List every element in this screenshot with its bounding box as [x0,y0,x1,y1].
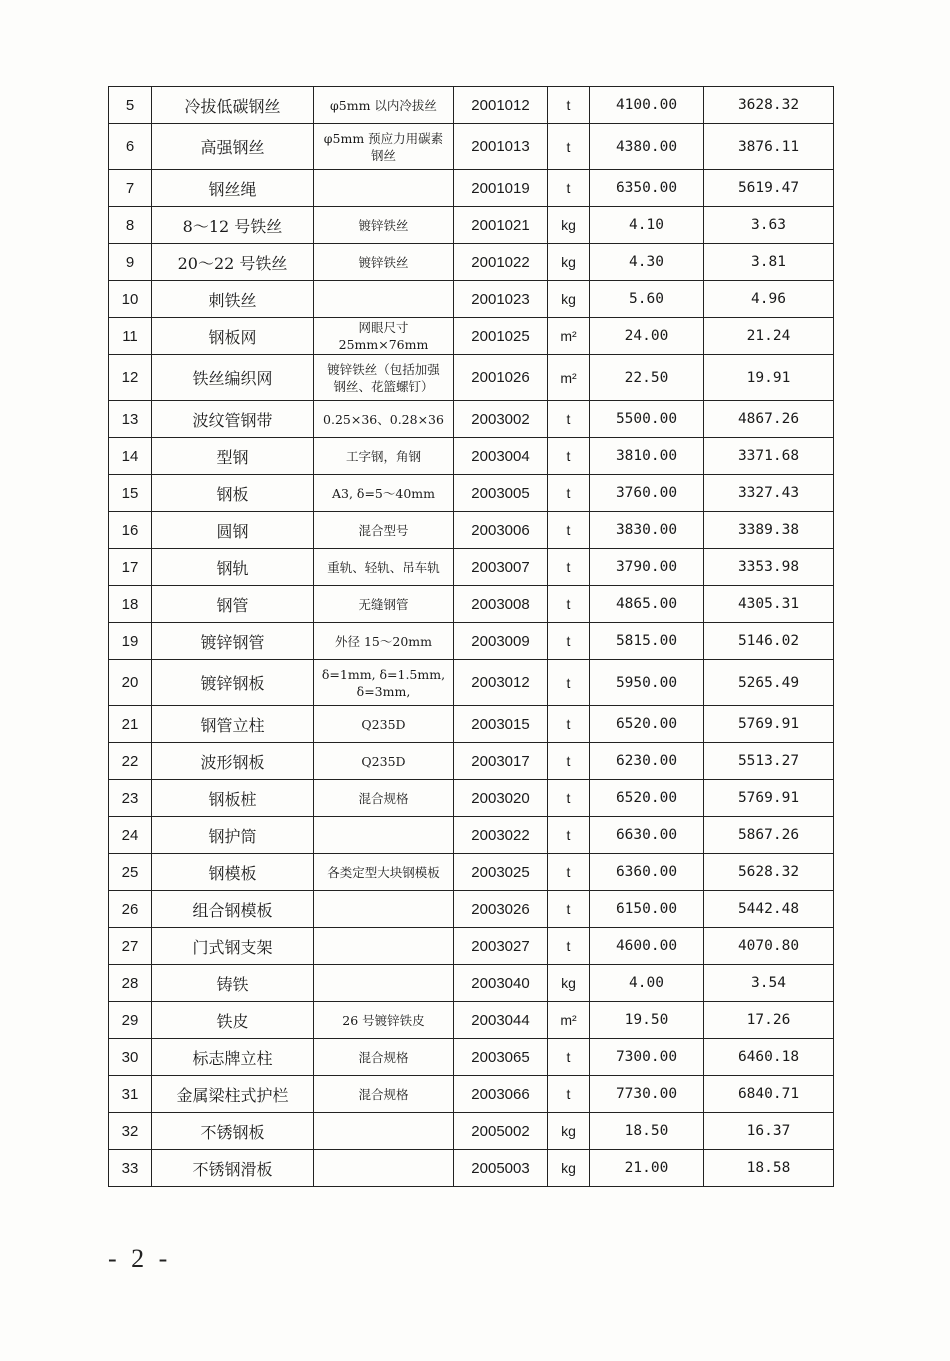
cell-price-tax-included: 6150.00 [590,891,704,928]
cell-unit: t [548,780,590,817]
cell-number: 12 [109,355,152,401]
cell-material-name: 8～12 号铁丝 [152,207,314,244]
table-row [109,586,834,623]
cell-number: 17 [109,549,152,586]
cell-number: 10 [109,281,152,318]
cell-unit: m² [548,355,590,401]
table-row [109,928,834,965]
cell-price-tax-included: 4.10 [590,207,704,244]
cell-specification [314,1113,454,1150]
cell-price-tax-excluded: 5769.91 [704,780,834,817]
cell-code: 2003009 [454,623,548,660]
cell-price-tax-included: 6350.00 [590,170,704,207]
cell-specification: 无缝钢管 [314,586,454,623]
cell-price-tax-included: 24.00 [590,318,704,355]
cell-number: 19 [109,623,152,660]
cell-number: 13 [109,401,152,438]
table-row [109,1113,834,1150]
table-row [109,660,834,706]
cell-code: 2003002 [454,401,548,438]
table-row [109,355,834,401]
cell-code: 2001025 [454,318,548,355]
cell-number: 26 [109,891,152,928]
cell-number: 30 [109,1039,152,1076]
table-row [109,780,834,817]
cell-code: 2003044 [454,1002,548,1039]
cell-price-tax-excluded: 21.24 [704,318,834,355]
cell-price-tax-excluded: 6840.71 [704,1076,834,1113]
cell-unit: t [548,660,590,706]
cell-specification: 混合规格 [314,1076,454,1113]
cell-specification: 混合规格 [314,1039,454,1076]
cell-price-tax-included: 4600.00 [590,928,704,965]
cell-price-tax-excluded: 3.63 [704,207,834,244]
cell-unit: t [548,928,590,965]
cell-price-tax-included: 5500.00 [590,401,704,438]
cell-material-name: 20～22 号铁丝 [152,244,314,281]
cell-code: 2003040 [454,965,548,1002]
cell-unit: t [548,170,590,207]
table-row [109,401,834,438]
cell-specification: 网眼尺寸 25mm×76mm [314,318,454,355]
cell-specification: δ=1mm, δ=1.5mm, δ=3mm, [314,660,454,706]
cell-specification: 混合型号 [314,512,454,549]
cell-price-tax-included: 7300.00 [590,1039,704,1076]
cell-price-tax-excluded: 3389.38 [704,512,834,549]
cell-number: 29 [109,1002,152,1039]
cell-unit: kg [548,965,590,1002]
cell-unit: t [548,586,590,623]
cell-price-tax-included: 18.50 [590,1113,704,1150]
cell-number: 20 [109,660,152,706]
cell-price-tax-excluded: 3.81 [704,244,834,281]
cell-code: 2001013 [454,124,548,170]
cell-specification: 混合规格 [314,780,454,817]
cell-price-tax-included: 3830.00 [590,512,704,549]
cell-material-name: 镀锌钢板 [152,660,314,706]
cell-price-tax-excluded: 4305.31 [704,586,834,623]
cell-material-name: 金属梁柱式护栏 [152,1076,314,1113]
cell-specification [314,817,454,854]
cell-price-tax-included: 4.30 [590,244,704,281]
cell-number: 23 [109,780,152,817]
cell-price-tax-included: 5950.00 [590,660,704,706]
table-row [109,1039,834,1076]
cell-material-name: 型钢 [152,438,314,475]
cell-material-name: 钢板桩 [152,780,314,817]
cell-price-tax-excluded: 4070.80 [704,928,834,965]
cell-material-name: 钢板网 [152,318,314,355]
cell-number: 16 [109,512,152,549]
cell-code: 2003025 [454,854,548,891]
table-row [109,244,834,281]
cell-price-tax-included: 6520.00 [590,780,704,817]
cell-price-tax-excluded: 5513.27 [704,743,834,780]
cell-specification [314,170,454,207]
cell-price-tax-excluded: 5146.02 [704,623,834,660]
cell-unit: t [548,817,590,854]
cell-number: 5 [109,87,152,124]
cell-code: 2003004 [454,438,548,475]
cell-specification: A3, δ=5～40mm [314,475,454,512]
cell-material-name: 冷拔低碳钢丝 [152,87,314,124]
cell-price-tax-included: 4100.00 [590,87,704,124]
cell-price-tax-included: 22.50 [590,355,704,401]
cell-material-name: 钢板 [152,475,314,512]
table-row [109,1076,834,1113]
table-row [109,318,834,355]
cell-unit: kg [548,207,590,244]
cell-material-name: 高强钢丝 [152,124,314,170]
cell-unit: t [548,623,590,660]
cell-specification [314,1150,454,1187]
cell-price-tax-included: 6630.00 [590,817,704,854]
cell-price-tax-excluded: 5442.48 [704,891,834,928]
cell-price-tax-included: 4865.00 [590,586,704,623]
cell-material-name: 铸铁 [152,965,314,1002]
cell-code: 2003005 [454,475,548,512]
table-row [109,891,834,928]
cell-code: 2001021 [454,207,548,244]
cell-price-tax-excluded: 3353.98 [704,549,834,586]
cell-material-name: 组合钢模板 [152,891,314,928]
cell-number: 18 [109,586,152,623]
table-row [109,281,834,318]
cell-number: 24 [109,817,152,854]
cell-price-tax-included: 6360.00 [590,854,704,891]
cell-unit: m² [548,1002,590,1039]
cell-specification [314,281,454,318]
cell-price-tax-excluded: 3876.11 [704,124,834,170]
cell-price-tax-excluded: 5867.26 [704,817,834,854]
cell-price-tax-excluded: 18.58 [704,1150,834,1187]
cell-unit: t [548,438,590,475]
table-row [109,549,834,586]
table-row [109,623,834,660]
cell-specification [314,965,454,1002]
cell-number: 7 [109,170,152,207]
cell-price-tax-included: 6230.00 [590,743,704,780]
cell-price-tax-excluded: 3628.32 [704,87,834,124]
table-row [109,87,834,124]
cell-price-tax-excluded: 4.96 [704,281,834,318]
cell-price-tax-included: 6520.00 [590,706,704,743]
cell-number: 14 [109,438,152,475]
cell-unit: t [548,512,590,549]
cell-unit: kg [548,1150,590,1187]
cell-code: 2001026 [454,355,548,401]
cell-specification: φ5mm 预应力用碳素 钢丝 [314,124,454,170]
cell-specification: Q235D [314,743,454,780]
cell-price-tax-included: 3810.00 [590,438,704,475]
table-row [109,854,834,891]
table-row [109,965,834,1002]
cell-material-name: 钢护筒 [152,817,314,854]
table-row [109,170,834,207]
material-price-table [108,86,834,1187]
cell-number: 21 [109,706,152,743]
cell-unit: m² [548,318,590,355]
cell-price-tax-excluded: 5769.91 [704,706,834,743]
cell-unit: t [548,549,590,586]
cell-specification: 外径 15～20mm [314,623,454,660]
cell-price-tax-excluded: 16.37 [704,1113,834,1150]
cell-code: 2003026 [454,891,548,928]
cell-price-tax-included: 5.60 [590,281,704,318]
cell-material-name: 钢丝绳 [152,170,314,207]
table-row [109,512,834,549]
cell-code: 2001023 [454,281,548,318]
cell-specification: 镀锌铁丝 [314,244,454,281]
cell-specification [314,891,454,928]
table-row [109,817,834,854]
cell-code: 2001022 [454,244,548,281]
table-row [109,438,834,475]
cell-price-tax-included: 4380.00 [590,124,704,170]
cell-unit: kg [548,244,590,281]
cell-material-name: 刺铁丝 [152,281,314,318]
cell-price-tax-excluded: 4867.26 [704,401,834,438]
table-row [109,475,834,512]
cell-code: 2003020 [454,780,548,817]
cell-number: 22 [109,743,152,780]
cell-unit: t [548,891,590,928]
cell-material-name: 钢管立柱 [152,706,314,743]
cell-price-tax-excluded: 3.54 [704,965,834,1002]
cell-specification: 0.25×36、0.28×36 [314,401,454,438]
cell-price-tax-included: 3790.00 [590,549,704,586]
cell-unit: t [548,401,590,438]
cell-material-name: 钢轨 [152,549,314,586]
cell-price-tax-included: 7730.00 [590,1076,704,1113]
cell-number: 9 [109,244,152,281]
cell-number: 28 [109,965,152,1002]
cell-price-tax-excluded: 5265.49 [704,660,834,706]
cell-specification: 26 号镀锌铁皮 [314,1002,454,1039]
cell-code: 2003027 [454,928,548,965]
cell-price-tax-included: 21.00 [590,1150,704,1187]
cell-material-name: 铁丝编织网 [152,355,314,401]
cell-code: 2003065 [454,1039,548,1076]
cell-material-name: 不锈钢滑板 [152,1150,314,1187]
cell-code: 2003012 [454,660,548,706]
cell-price-tax-excluded: 3371.68 [704,438,834,475]
cell-specification: 重轨、轻轨、吊车轨 [314,549,454,586]
cell-number: 15 [109,475,152,512]
cell-number: 31 [109,1076,152,1113]
cell-number: 6 [109,124,152,170]
cell-material-name: 镀锌钢管 [152,623,314,660]
cell-unit: kg [548,281,590,318]
table-row [109,1150,834,1187]
cell-code: 2005003 [454,1150,548,1187]
cell-specification: 工字钢，角钢 [314,438,454,475]
cell-material-name: 门式钢支架 [152,928,314,965]
cell-price-tax-excluded: 3327.43 [704,475,834,512]
cell-material-name: 不锈钢板 [152,1113,314,1150]
cell-specification: 镀锌铁丝（包括加强 钢丝、花篮螺钉） [314,355,454,401]
cell-unit: kg [548,1113,590,1150]
cell-price-tax-included: 4.00 [590,965,704,1002]
cell-code: 2003008 [454,586,548,623]
cell-price-tax-excluded: 17.26 [704,1002,834,1039]
cell-material-name: 标志牌立柱 [152,1039,314,1076]
cell-unit: t [548,1039,590,1076]
cell-unit: t [548,124,590,170]
cell-material-name: 钢模板 [152,854,314,891]
cell-code: 2003017 [454,743,548,780]
page-number: - 2 - [108,1244,172,1273]
cell-price-tax-excluded: 6460.18 [704,1039,834,1076]
table-row [109,1002,834,1039]
cell-number: 27 [109,928,152,965]
table-row [109,706,834,743]
table-row [109,207,834,244]
cell-price-tax-excluded: 5628.32 [704,854,834,891]
cell-number: 8 [109,207,152,244]
cell-price-tax-excluded: 5619.47 [704,170,834,207]
cell-specification [314,928,454,965]
cell-code: 2003066 [454,1076,548,1113]
cell-unit: t [548,87,590,124]
cell-unit: t [548,706,590,743]
cell-unit: t [548,743,590,780]
cell-code: 2003015 [454,706,548,743]
cell-code: 2003007 [454,549,548,586]
cell-code: 2001012 [454,87,548,124]
table-row [109,743,834,780]
cell-specification: φ5mm 以内冷拔丝 [314,87,454,124]
cell-specification: 镀锌铁丝 [314,207,454,244]
table-body [109,87,834,1187]
cell-material-name: 钢管 [152,586,314,623]
cell-material-name: 铁皮 [152,1002,314,1039]
cell-price-tax-included: 19.50 [590,1002,704,1039]
cell-unit: t [548,1076,590,1113]
cell-code: 2005002 [454,1113,548,1150]
cell-material-name: 波形钢板 [152,743,314,780]
cell-code: 2003006 [454,512,548,549]
cell-price-tax-included: 3760.00 [590,475,704,512]
cell-specification: 各类定型大块钢模板 [314,854,454,891]
table-row [109,124,834,170]
cell-number: 11 [109,318,152,355]
cell-material-name: 波纹管钢带 [152,401,314,438]
cell-specification: Q235D [314,706,454,743]
cell-number: 25 [109,854,152,891]
cell-number: 32 [109,1113,152,1150]
cell-unit: t [548,854,590,891]
cell-material-name: 圆钢 [152,512,314,549]
cell-price-tax-excluded: 19.91 [704,355,834,401]
cell-code: 2001019 [454,170,548,207]
cell-unit: t [548,475,590,512]
cell-price-tax-included: 5815.00 [590,623,704,660]
cell-code: 2003022 [454,817,548,854]
cell-number: 33 [109,1150,152,1187]
